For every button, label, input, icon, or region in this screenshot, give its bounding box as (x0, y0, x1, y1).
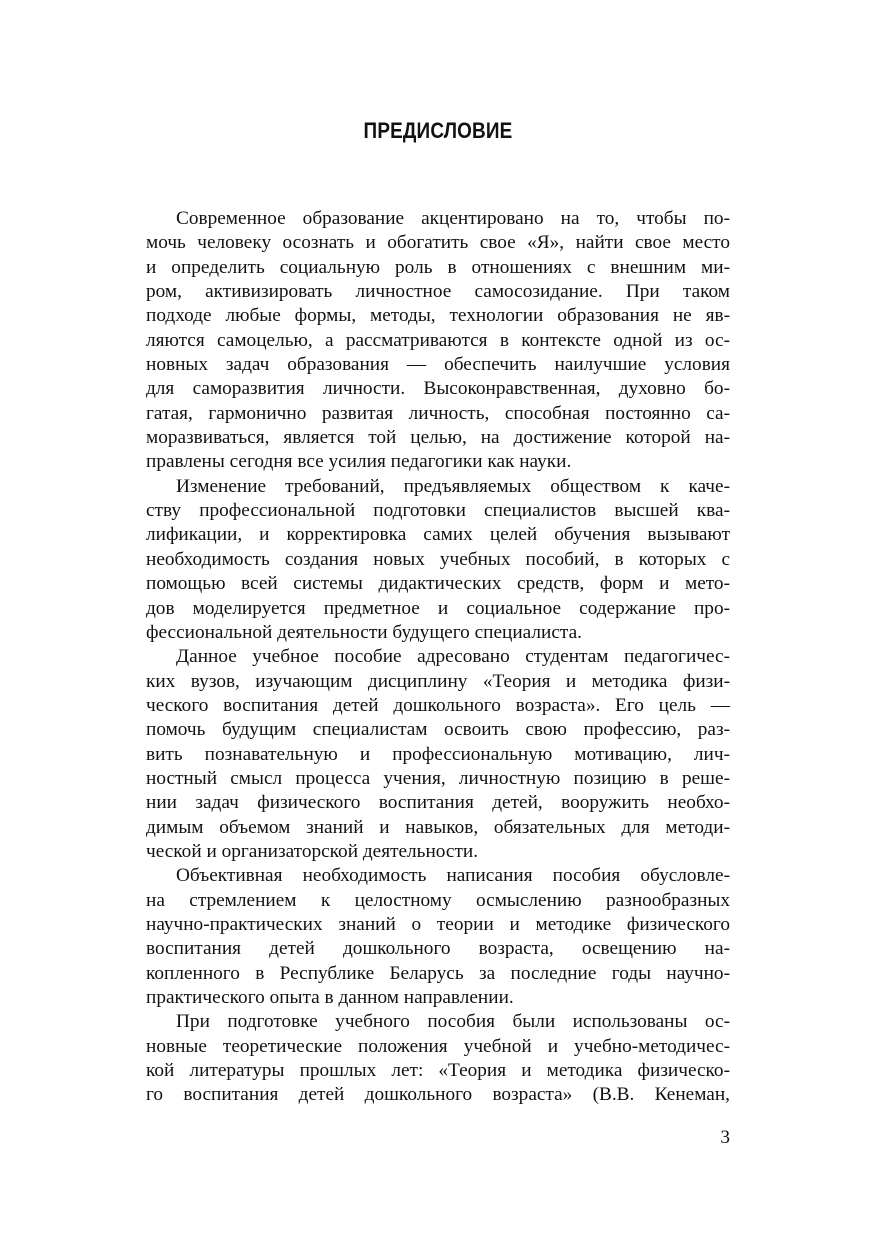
text-line: Объективная необходимость написания пособия обусловле- (176, 865, 730, 887)
text-line: ром, активизировать личностное самосозидание. При таком (146, 281, 730, 303)
text-line: Данное учебное пособие адресовано студентам педагогичес- (176, 646, 730, 668)
text-line: для саморазвития личности. Высоконравственная, духовно бо- (146, 378, 730, 400)
text-line: дов моделируется предметное и социальное содержание про- (146, 597, 730, 619)
text-line: помочь будущим специалистам освоить свою профессию, раз- (146, 719, 730, 741)
text-line: помощью всей системы дидактических средств, форм и мето- (146, 573, 730, 595)
text-line: на стремлением к целостному осмыслению разнообразных (146, 889, 730, 911)
text-line: димым объемом знаний и навыков, обязательных для методи- (146, 816, 730, 838)
paragraph (146, 864, 730, 1010)
body-text (146, 207, 730, 1108)
text-line: практического опыта в данном направлении. (146, 987, 514, 1008)
text-line: ческой и организаторской деятельности. (146, 840, 479, 862)
text-line: новные теоретические положения учебной и учебно-методичес- (146, 1035, 730, 1057)
text-line: вить познавательную и профессиональную мотивацию, лич- (146, 743, 730, 765)
text-line: ляются самоцелью, а рассматриваются в контексте одной из ос- (146, 329, 730, 351)
text-line: необходимость создания новых учебных пособий, в которых с (146, 548, 730, 570)
text-line: ству профессиональной подготовки специалистов высшей ква- (146, 500, 730, 522)
page-number: 3 (720, 1127, 730, 1148)
text-line: лификации, и корректировка самих целей обучения вызывают (146, 524, 730, 546)
text-line: ностный смысл процесса учения, личностную позицию в реше- (146, 767, 730, 789)
text-line: воспитания детей дошкольного возраста, освещению на- (146, 938, 730, 960)
text-line: При подготовке учебного пособия были использованы ос- (176, 1011, 730, 1033)
text-line: научно-практических знаний о теории и методике физического (146, 913, 730, 935)
paragraph (146, 475, 730, 645)
paragraph (146, 207, 730, 475)
text-line: копленного в Республике Беларусь за последние годы научно- (146, 962, 730, 984)
text-line: ких вузов, изучающим дисциплину «Теория и методика физи- (146, 670, 730, 692)
text-line: Изменение требований, предъявляемых обществом к каче- (176, 475, 730, 497)
text-line: моразвиваться, является той целью, на достижение которой на- (146, 427, 730, 449)
text-line: Современное образование акцентировано на то, чтобы по- (176, 208, 730, 229)
text-line: мочь человеку осознать и обогатить свое «Я», найти свое место (146, 232, 730, 254)
text-line: новных задач образования — обеспечить наилучшие условия (146, 354, 730, 376)
text-line: нии задач физического воспитания детей, вооружить необхо- (146, 792, 730, 814)
paragraph (146, 1010, 730, 1107)
text-line: подходе любые формы, методы, технологии образования не яв- (146, 305, 730, 327)
text-line: гатая, гармонично развитая личность, способная постоянно са- (146, 402, 730, 424)
paragraph (146, 645, 730, 864)
text-line: ческого воспитания детей дошкольного возраста». Его цель — (146, 694, 730, 716)
text-line: и определить социальную роль в отношениях с внешним ми- (146, 256, 730, 278)
text-line: го воспитания детей дошкольного возраста» (В.В. Кенеман, (146, 1084, 730, 1106)
text-line: кой литературы прошлых лет: «Теория и методика физическо- (146, 1060, 730, 1082)
page-title: ПРЕДИСЛОВИЕ (363, 118, 513, 143)
text-line: правлены сегодня все усилия педагогики как науки. (146, 451, 572, 473)
text-line: фессиональной деятельности будущего специалиста. (146, 621, 582, 643)
